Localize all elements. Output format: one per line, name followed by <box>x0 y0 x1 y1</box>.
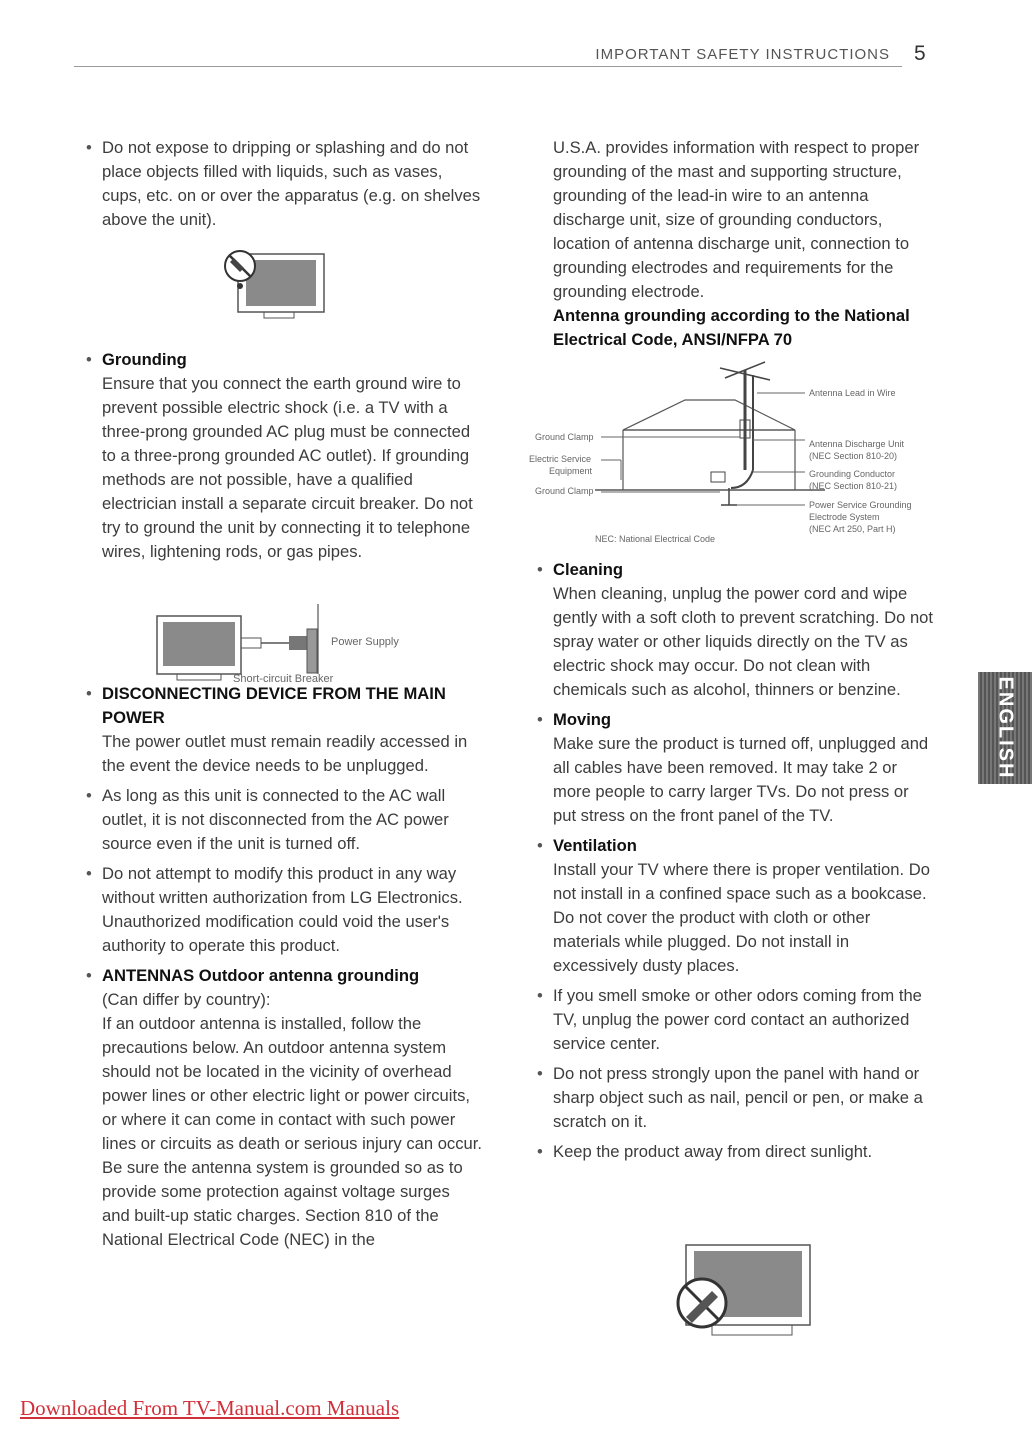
bullet-text: Do not attempt to modify this product in any way without written authorization from LG Electronics. Unauthorized modification could void the user's authority to operate this product. <box>102 864 463 955</box>
list-item: • Ventilation Install your TV where there is proper ventilation. Do not install in a confined space such as a bookcase. Do not cover the product with cloth or other materials while plugged. Do not install in excessively dusty places. <box>553 834 933 978</box>
right-column <box>537 136 934 1170</box>
tv-no-sharp-object-illustration <box>672 1243 822 1343</box>
section-text: (Can differ by country): If an outdoor antenna is installed, follow the precautions below. An outdoor antenna system should not be located in the vicinity of overhead power lines or other electric light or power circuits, or where it can come in contact with such power lines or circuits as death or serious injury can occur. Be sure the antenna system is grounded so as to provide some protection against voltage surges and built-up static charges. Section 810 of the National Electrical Code (NEC) in the <box>102 990 482 1249</box>
label-ground-clamp: Ground Clamp <box>535 432 594 442</box>
bullet-text: If you smell smoke or other odors coming from the TV, unplug the power cord contact an authorized service center. <box>553 986 922 1053</box>
label-equipment: Equipment <box>549 466 593 476</box>
power-supply-diagram <box>157 604 417 694</box>
list-item: • ANTENNAS Outdoor antenna grounding (Can differ by country): If an outdoor antenna is installed, follow the precautions below. An outdoor antenna system should not be located in the vicinity of overhead power lines or other electric light or power circuits, or where it can come in contact with such power lines or circuits as death or serious injury can occur. Be sure the antenna system is grounded so as to provide some protection against voltage surges and built-up static charges. Section 810 of the National Electrical Code (NEC) in the <box>102 964 482 1252</box>
no-sharp-object-icon <box>678 1279 726 1327</box>
header-divider <box>74 66 902 67</box>
list-item: • Do not press strongly upon the panel with hand or sharp object such as nail, pencil or pen, or make a scratch on it. <box>553 1062 933 1134</box>
section-heading: Antenna grounding according to the National Electrical Code, ANSI/NFPA 70 <box>553 306 910 349</box>
section-heading: Moving <box>553 710 612 729</box>
section-text: Make sure the product is turned off, unplugged and all cables have been removed. It may take 2 or more people to carry larger TVs. Do not press or put stress on the front panel of the TV. <box>553 734 929 825</box>
side-tab-label: ENGLISH <box>994 676 1017 780</box>
power-supply-label: Power Supply <box>331 636 399 648</box>
list-item: • As long as this unit is connected to the AC wall outlet, it is not disconnected from the AC power source even if the unit is turned off. <box>102 784 482 856</box>
label-nec: NEC: National Electrical Code <box>595 534 716 544</box>
list-item: • Cleaning When cleaning, unplug the power cord and wipe gently with a soft cloth to prevent scratching. Do not spray water or other liquids directly on the TV as electric shock may occur. Do not clean with chemicals such as alcohol, thinners or benzine. <box>553 558 933 702</box>
bullet-text: As long as this unit is connected to the AC wall outlet, it is not disconnected from the AC power source even if the unit is turned off. <box>102 786 449 853</box>
bullet-text: Do not press strongly upon the panel with hand or sharp object such as nail, pencil or pen, or make a scratch on it. <box>553 1064 923 1131</box>
page-number: 5 <box>914 42 926 65</box>
label-lead-in: Antenna Lead in Wire <box>809 388 896 398</box>
list-item: • Moving Make sure the product is turned off, unplugged and all cables have been removed. It may take 2 or more people to carry larger TVs. Do not press or put stress on the front panel of the TV. <box>553 708 933 828</box>
list-item: • Do not expose to dripping or splashing and do not place objects filled with liquids, such as vases, cups, etc. on or over the apparatus (e.g. on shelves above the unit). <box>102 136 482 232</box>
section-heading: ANTENNAS Outdoor antenna grounding <box>102 966 420 985</box>
label-grounding-nec: (NEC Section 810-21) <box>809 481 898 491</box>
list-item <box>553 136 933 352</box>
section-heading: Ventilation <box>553 836 637 855</box>
bullet-text: Keep the product away from direct sunlight. <box>553 1142 873 1161</box>
list-item: • Grounding Ensure that you connect the earth ground wire to prevent possible electric shock (i.e. a TV with a three-prong grounded AC plug must be connected to a three-prong grounded AC outlet). If grounding methods are not possible, have a qualified electrician install a separate circuit breaker. Do not try to ground the unit by connecting it to telephone wires, lightening rods, or gas pipes. <box>102 348 482 564</box>
label-discharge-nec: (NEC Section 810-20) <box>809 451 898 461</box>
footer-download-link[interactable]: Downloaded From TV-Manual.com Manuals <box>20 1396 400 1420</box>
label-power-service-nec: (NEC Art 250, Part H) <box>809 524 896 534</box>
section-text: When cleaning, unplug the power cord and wipe gently with a soft cloth to prevent scratching. Do not spray water or other liquids directly on the TV as electric shock may occur. Do not clean with chemicals such as alcohol, thinners or benzine. <box>553 584 934 699</box>
label-ground-clamp: Ground Clamp <box>535 486 594 496</box>
list-item: • DISCONNECTING DEVICE FROM THE MAIN POWER The power outlet must remain readily accessed in the event the device needs to be unplugged. <box>102 682 482 778</box>
list-item: • Keep the product away from direct sunlight. <box>553 1140 933 1164</box>
continued-text: U.S.A. provides information with respect to proper grounding of the mast and supporting structure, grounding of the lead-in wire to an antenna discharge unit, size of grounding conductors, location of antenna discharge unit, connection to grounding electrodes and requirements for the grounding electrode. <box>553 138 920 301</box>
label-electric-service: Electric Service <box>529 454 592 464</box>
list-item: • Do not attempt to modify this product in any way without written authorization from LG Electronics. Unauthorized modification could void the user's authority to operate this product. <box>102 862 482 958</box>
section-text: The power outlet must remain readily accessed in the event the device needs to be unplugged. <box>102 732 468 775</box>
label-power-service: Power Service Grounding <box>809 500 912 510</box>
breaker-label: Short-circuit Breaker <box>233 673 334 685</box>
language-side-tab <box>978 672 1032 784</box>
antenna-grounding-diagram <box>525 360 935 550</box>
section-text: Install your TV where there is proper ventilation. Do not install in a confined space such as a bookcase. Do not cover the product with cloth or other materials while plugged. Do not install in excessively dusty places. <box>553 860 930 975</box>
section-heading: Cleaning <box>553 560 624 579</box>
section-heading: Grounding <box>102 350 187 369</box>
bullet-text: Do not expose to dripping or splashing and do not place objects filled with liquids, such as vases, cups, etc. on or over the apparatus (e.g. on shelves above the unit). <box>102 138 481 229</box>
list-item: • If you smell smoke or other odors coming from the TV, unplug the power cord contact an authorized service center. <box>553 984 933 1056</box>
section-text: Ensure that you connect the earth ground wire to prevent possible electric shock (i.e. a TV with a three-prong grounded AC plug must be connected to a three-prong grounded AC outlet). If grounding methods are not possible, have a qualified electrician install a separate circuit breaker. Do not try to ground the unit by connecting it to telephone wires, lightening rods, or gas pipes. <box>102 374 473 561</box>
label-discharge-unit: Antenna Discharge Unit <box>809 439 905 449</box>
header-title: IMPORTANT SAFETY INSTRUCTIONS <box>595 46 890 63</box>
label-grounding-conductor: Grounding Conductor <box>809 469 896 479</box>
section-heading: DISCONNECTING DEVICE FROM THE MAIN POWER <box>102 684 446 727</box>
tv-no-liquid-illustration <box>220 244 330 324</box>
label-electrode-system: Electrode System <box>809 512 880 522</box>
